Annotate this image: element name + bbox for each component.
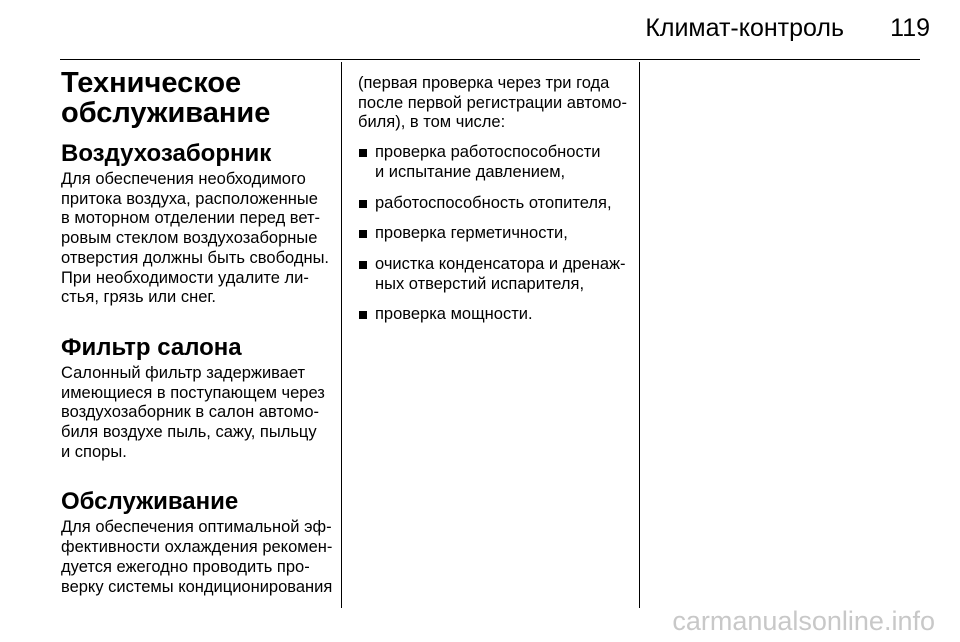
- page-header-title: Климат-контроль: [645, 14, 844, 42]
- section-text-cabin-filter: Салонный фильтр задерживает имеющиеся в поступающем через воздухозаборник в салон автомо- биля воздухе пыль, сажу, пыльцу и споры.: [61, 363, 325, 461]
- section-text-service: Для обеспечения оптимальной эф- фективности охлаждения рекомен- дуется ежегодно проводить про- верку системы кондиционирования: [61, 518, 333, 596]
- section-heading-air-intake: Воздухозаборник: [61, 140, 272, 167]
- list-item: проверка работоспособности и испытание давлением,: [358, 143, 630, 182]
- middle-column: [358, 74, 630, 336]
- page-number: 119: [890, 14, 930, 42]
- list-item: работоспособность отопителя,: [358, 194, 630, 214]
- list-item: проверка мощности.: [358, 305, 630, 325]
- section-heading-service: Обслуживание: [61, 488, 239, 516]
- list-item: проверка герметичности,: [358, 224, 630, 244]
- service-intro-text: (первая проверка через три года после первой регистрации автомо- биля), в том числе:: [358, 74, 627, 132]
- column-divider-right: [639, 62, 640, 608]
- section-heading-cabin-filter: Фильтр салона: [61, 333, 242, 361]
- left-column: [61, 68, 337, 597]
- section-text-air-intake: Для обеспечения необходимого притока воздуха, расположенные в моторном отделении перед вет- ровым стеклом воздухозаборные отверстия должны быть свободны. При необходимости удалите ли- стья, грязь или снег.: [61, 170, 330, 307]
- main-heading: Техническое обслуживание: [61, 67, 271, 129]
- service-checklist: [358, 143, 630, 325]
- list-item: очистка конденсатора и дренаж- ных отверстий испарителя,: [358, 255, 630, 294]
- column-divider-left: [341, 62, 342, 608]
- header-rule: [60, 59, 920, 60]
- watermark: carmanualsonline.info: [672, 606, 935, 636]
